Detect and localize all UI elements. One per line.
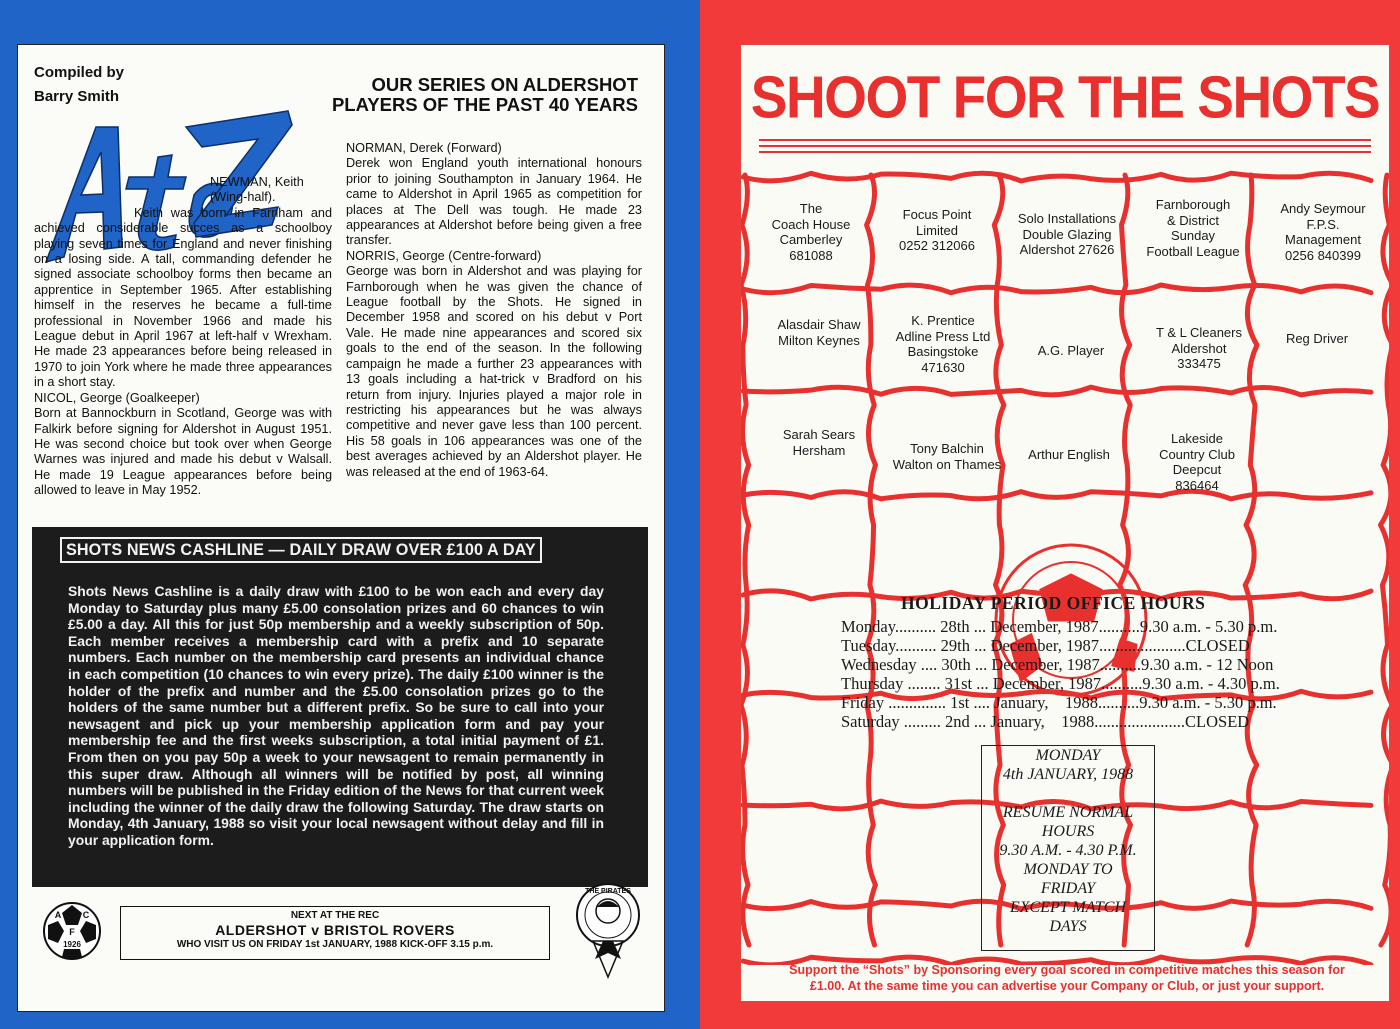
player-bio-newman: Keith was born in Farnham and achieved considerable succes as a schoolboy playing seven times for England and never finishing on a losing side. A tall, commanding defender he signed associate schoolboy forms then became an apprentice in September 1965. After establishing himself in the reserves he became a full-time professional in November 1966 and made his League debut in April 1967 at left-half v Wrexham. He made 23 appearances before being released in 1970 to join York where he made three appearances in a short stay.: [34, 205, 332, 390]
sponsor-line: Double Glazing: [1022, 226, 1112, 242]
compiled-by: Compiled by Barry Smith: [34, 64, 125, 105]
next-match-details: WHO VISIT US ON FRIDAY 1st JANUARY, 1988 KICK-OFF 3.15 p.m.: [176, 939, 494, 950]
sponsor-line: 681088: [789, 247, 833, 263]
net-line: [1245, 175, 1257, 945]
sponsor-line: 471630: [921, 359, 965, 375]
sponsor-line: Farnborough: [1155, 197, 1231, 212]
sponsor-cell: [1257, 331, 1377, 347]
sponsor-line: A.G. Player: [1037, 343, 1105, 358]
sponsor-cell: [1263, 201, 1383, 263]
holiday-hours-title: HOLIDAY PERIOD OFFICE HOURS: [901, 593, 1206, 613]
sponsor-line: 836464: [1175, 477, 1219, 493]
afc-badge-year: 1926: [63, 940, 81, 949]
sponsor-line: Management: [1285, 232, 1361, 247]
sponsor-line: 333475: [1177, 356, 1221, 371]
resume-hours-box: MONDAY 4th JANUARY, 1988 RESUME NORMAL HOURS 9.30 A.M. - 4.30 P.M. MONDAY TO FRIDAY EXCEPT MATCH DAYS: [981, 745, 1155, 951]
sponsor-line: Aldershot 27626: [1019, 242, 1115, 257]
sponsor-cell: [759, 317, 879, 348]
sponsor-line: Sarah Sears: [782, 427, 856, 442]
sponsor-line: 0256 840399: [1285, 247, 1361, 263]
sponsor-line: Solo Installations: [1017, 211, 1117, 226]
sponsor-line: Adline Press Ltd: [895, 328, 991, 344]
sponsor-cell: [1139, 325, 1259, 372]
next-match-fixture: ALDERSHOT v BRISTOL ROVERS: [215, 922, 455, 938]
player-bio-norman: Derek won England youth international honours prior to joining Southampton in January 1964. He came to Aldershot in April 1965 as competition for places at The Dell was tough. He made 23 appearances at Aldershot before being given a free transfer.: [346, 156, 642, 248]
sponsor-line: Basingstoke: [907, 344, 979, 359]
afc-badge-letter-f: F: [69, 927, 75, 937]
sponsor-line: Andy Seymour: [1280, 201, 1366, 216]
player-heading-nicol: NICOL, George (Goalkeeper): [34, 390, 200, 405]
player-heading-newman: NEWMAN, Keith: [210, 175, 304, 189]
pirates-badge: [573, 881, 643, 981]
holiday-row: Wednesday .... 30th ... December, 1987..........9.30 a.m. - 12 Noon: [841, 655, 1274, 674]
sponsor-line: Football League: [1146, 243, 1240, 259]
cashline-box: [32, 527, 648, 887]
sponsor-line: Milton Keynes: [778, 332, 860, 348]
holiday-row: Monday.......... 28th ... December, 1987..........9.30 a.m. - 5.30 p.m.: [841, 617, 1278, 636]
pirates-badge-text: THE PIRATES: [585, 888, 631, 895]
sponsor-cell: [1011, 343, 1131, 359]
title-rule-1: [759, 139, 1371, 141]
sponsor-cell: [1137, 431, 1257, 493]
player-heading-norman: NORMAN, Derek (Forward): [346, 141, 502, 155]
right-content-panel: [740, 44, 1390, 1002]
series-title: OUR SERIES ON ALDERSHOT PLAYERS OF THE PAST 40 YEARS: [331, 74, 638, 115]
sponsor-line: Sunday: [1170, 228, 1216, 243]
sponsor-cell: [1133, 197, 1253, 259]
player-bio-nicol: Born at Bannockburn in Scotland, George was with Falkirk before signing for Aldershot in August 1951. He was second choice but took over when George Warnes was injured and made his debut v Walsall. He made 19 League appearances before being allowed to leave in May 1952.: [34, 406, 332, 498]
holiday-row: Saturday ......... 2nd ... January, 1988......................CLOSED: [841, 712, 1250, 731]
net-line: [743, 173, 1371, 181]
net-line: [743, 387, 1371, 395]
sponsor-cell: [751, 201, 871, 263]
right-page: [700, 0, 1400, 1029]
left-content-panel: [17, 44, 665, 1012]
sponsor-line: Walton on Thames: [892, 456, 1002, 472]
holiday-row: Thursday ........ 31st ... December, 1987..........9.30 a.m. - 4.30 p.m.: [841, 674, 1280, 693]
sponsor-line: Tony Balchin: [910, 441, 984, 456]
sponsor-cell: [1007, 211, 1127, 258]
sponsor-cell: [1009, 447, 1129, 463]
net-line: [743, 491, 1371, 499]
net-line: [743, 285, 1371, 293]
sponsor-line: T & L Cleaners: [1156, 325, 1242, 340]
sponsor-cell: [883, 313, 1003, 375]
sponsor-line: Focus Point: [902, 207, 972, 222]
sponsor-line: F.P.S.: [1306, 216, 1340, 232]
title-rule-3: [759, 151, 1371, 153]
afc-badge-letter-a: A: [54, 910, 62, 920]
sponsor-line: Coach House: [771, 216, 851, 232]
cashline-body: Shots News Cashline is a daily draw with £100 to be won each and every day Monday to Saturday plus many £5.00 consolation prizes and 60 chances to win £5.00 a day. All this for just 50p membership and a weekly subscription of 50p. Each member receives a membership card with a prefix and 10 separate numbers. Each number on the membership card presents an individual chance in each competition (10 chances to win every prize). The daily £100 winner is the holder of the prefix and number and the £5.00 consolation prizes go to the holders of the same number but a different prefix. So be sure to call into your newsagent and pick up your membership application form and pay your membership fee and the first weeks subscription, a total initial payment of £1. From then on you pay 50p a week to your newsagent to remain permanently in this super draw. Although all winners will be notified by post, all winning numbers will be published in the Friday edition of the News for that current week including the winner of the daily draw the following Saturday. The draw starts on Monday, 4th January, 1988 so visit your local newsagent without delay and fill in your application form.: [68, 583, 604, 848]
sponsor-line: Hersham: [792, 442, 846, 458]
player-position-newman: (Wing-half).: [210, 190, 276, 205]
sponsor-line: Aldershot: [1171, 340, 1227, 356]
sponsor-cell: [887, 441, 1007, 472]
sponsor-line: The: [799, 201, 823, 216]
sponsor-line: Reg Driver: [1285, 331, 1349, 346]
article-column-right: [346, 141, 642, 480]
sponsor-line: Alasdair Shaw: [777, 317, 861, 332]
sponsor-cell: [877, 207, 997, 254]
sponsor-line: Deepcut: [1172, 462, 1222, 477]
article-column-left: [34, 175, 332, 499]
sponsor-line: Limited: [916, 222, 958, 238]
afc-1926-badge: [42, 901, 102, 961]
sponsor-line: Country Club: [1159, 446, 1235, 462]
title-rule-2: [759, 145, 1371, 147]
sponsor-line: Arthur English: [1028, 447, 1110, 462]
support-note: Support the “Shots” by Sponsoring every goal scored in competitive matches this season for £1.00. At the same time you can advertise your Company or Club, or just your support.: [789, 963, 1345, 993]
holiday-row: Friday .............. 1st .... January, 1988..........9.30 a.m. - 5.30 p.m.: [841, 693, 1277, 712]
next-match-label: NEXT AT THE REC: [290, 910, 380, 921]
next-match-box: [120, 906, 550, 960]
sponsor-cell: [759, 427, 879, 458]
shoot-for-the-shots-title: SHOOT FOR THE SHOTS: [750, 63, 1380, 131]
player-bio-norris: George was born in Aldershot and was playing for Farnborough when he was given the chance of League football by the Shots. He signed in December 1958 and scored on his debut v Port Vale. He made nine appearances and scored six goals to the end of the season. In the following campaign he made a further 23 appearances with 13 goals including a hat-trick v Bradford on his return from injury. Injuries played a major role in restricting his appearances but he was always competitive and never gave less than 100 percent. His 58 goals in 106 appearances was one of the best averages achieved by an Aldershot player. He was released at the end of 1963-64.: [346, 264, 642, 479]
sponsor-line: Camberley: [779, 232, 843, 247]
sponsor-line: K. Prentice: [911, 313, 975, 328]
net-line: [1381, 175, 1390, 945]
holiday-row: Tuesday.......... 29th ... December, 1987.....................CLOSED: [841, 636, 1250, 655]
cashline-heading: SHOTS NEWS CASHLINE — DAILY DRAW OVER £100 A DAY: [60, 537, 542, 563]
player-heading-norris: NORRIS, George (Centre-forward): [346, 248, 542, 263]
sponsor-line: 0252 312066: [899, 238, 975, 253]
afc-badge-letter-c: C: [82, 910, 90, 920]
sponsor-line: & District: [1167, 212, 1219, 228]
sponsor-line: Lakeside: [1170, 431, 1224, 446]
